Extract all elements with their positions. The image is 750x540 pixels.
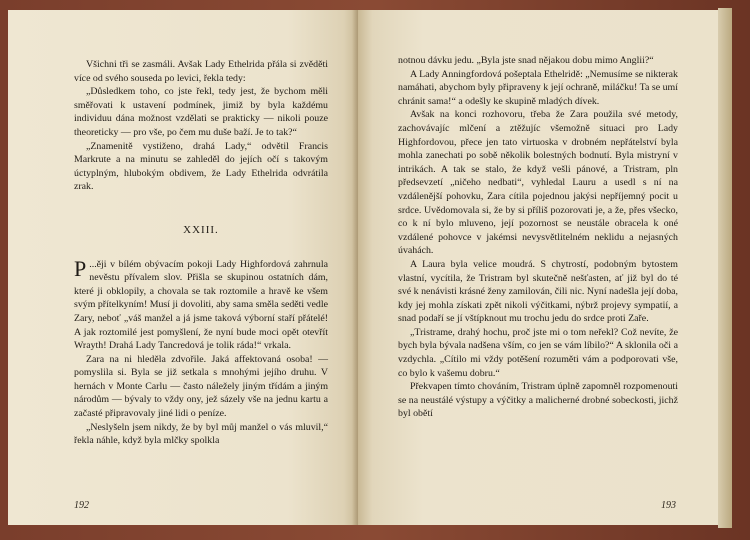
drop-cap: P (74, 255, 87, 281)
page-block-edge (718, 8, 732, 528)
left-page-number: 192 (74, 500, 89, 512)
right-paragraph-3: Avšak na konci rozhovoru, třeba že Zara použila své metody, zachovávajíc mlčení a ztěžujíc všemožně situaci pro Lady Highfordovou, přece jen tato virtuoska v drobném nepřátelství byla mohla zanechati po sobě několik bolestných bodnutí. Byla mistryní v intrikách. A tak se stalo, že když vešli pánové, a Tristram, pln předsevzetí „ničeho nedbati“, vyhledal Lauru a usedl s ní na vzdálenější pohovku, Zara cítila pojednou jakýsi nepříjemný pocit u srdce. Uvědomovala si, že by si příliš pozorovati je, a že, přes všecko, co k ní bylo mluveno, její pozornost se neustále obracela k oné vzdálené pohovce v jakémsi nevysvětlitelném neklidu a nejasných úvahách. (398, 109, 678, 257)
right-page (358, 10, 720, 525)
left-paragraph-1: Všichni tři se zasmáli. Avšak Lady Ethelrida přála si zvěděti více od svého souseda po levici, řekla tedy: (74, 59, 328, 84)
chapter-opening-paragraph (74, 255, 328, 353)
left-paragraph-3: „Znamenitě vystiženo, drahá Lady,“ odvětil Francis Markrute a na minutu se zahleděl do jejích očí s takovým úctyplným, hlubokým obdivem, že Lady Ethelrida odvrátila zrak. (74, 140, 328, 193)
right-paragraph-1: notnou dávku jedu. „Byla jste snad nějakou dobu mimo Anglii?“ (398, 55, 654, 66)
left-page (8, 10, 358, 525)
left-paragraph-6: „Neslyšeln jsem nikdy, že by byl můj manžel o vás mluvil,“ řekla náhle, když byla mlčky spolkla (74, 421, 328, 447)
right-paragraph-5: „Tristrame, drahý hochu, proč jste mi o tom neřekl? Což nevíte, že bych byla bývala nadšena vším, co jen se vám líbilo?“ A sklonila oči a vzdychla. „Cítilo mi vždy potěšení rozuměti vám a podporovati vše, co bylo k vašemu dobru.“ (398, 326, 678, 379)
chapter-opening-text: ...ěji v bílém obývacím pokoji Lady Highfordová zahrnula nevěstu přívalem slov. Přišla se skupinou ostatních dám, které ji obklopily, a chovala se tak roztomile a hravě ke všem svým přítelkyním! Musí ji dovoliti, aby sama směla seděti vedle Zary, neboť „váš manžel a já jsme taková výborní staří přátelé! A jak roztomilé jest pomyšlení, že nyní bude moci opět otevřít Wrayth! Drahá Lady Tancredová je tolik ráda!“ vrkala. (74, 258, 328, 352)
left-paragraph-2: „Důsledkem toho, co jste řekl, tedy jest, že bychom měli směřovati k ustavení podmínek, jimiž by byla každému individuu dána možnost vzdělati se prakticky — nikoli pouze theoreticky — pro vše, po čem mu duše baží. Je to tak?“ (74, 86, 328, 138)
chapter-heading: XXIII. (183, 223, 219, 236)
right-paragraph-4: A Laura byla velice moudrá. S chytrostí, podobným bytostem vlastní, vycítila, že Tristram byl skutečně nešťasten, ať již byl do té své k nenávisti krásné ženy zamilován, čili nic. Nyní nadešla její doba, kdy jej mohla získati zpět nikoli výčitkami, nýbrž projevy sympatií, a snad podaří se jí vštípknout mu trochu jedu do srdce proti Zaře. (398, 258, 678, 325)
right-page-number: 193 (661, 500, 676, 512)
left-paragraph-5: Zara na ni hleděla zdvořile. Jaká affektovaná osoba! — pomyslila si. Byla se již setkala s mnohými jejího druhu. V hernách v Monte Carlu — často náležely jiným třídám a jiným národům — bývaly to vždy ony, jež sázely vše na jednu kartu a začasté připravovaly jiné lidi o peníze. (74, 353, 328, 420)
right-paragraph-2: A Lady Anningfordová pošeptala Ethelridě: „Nemusíme se nikterak namáhati, abychom byly připraveny k její ochraně, miláčku! Ta se umí chránit sama!“ a odešly ke skupině mladých dívek. (398, 68, 678, 107)
right-paragraph-6: Překvapen tímto chováním, Tristram úplně zapomněl rozpomenouti se na neustálé výstupy a výčitky a malicherné drobné sobeckosti, jichž byl obětí (398, 381, 678, 420)
